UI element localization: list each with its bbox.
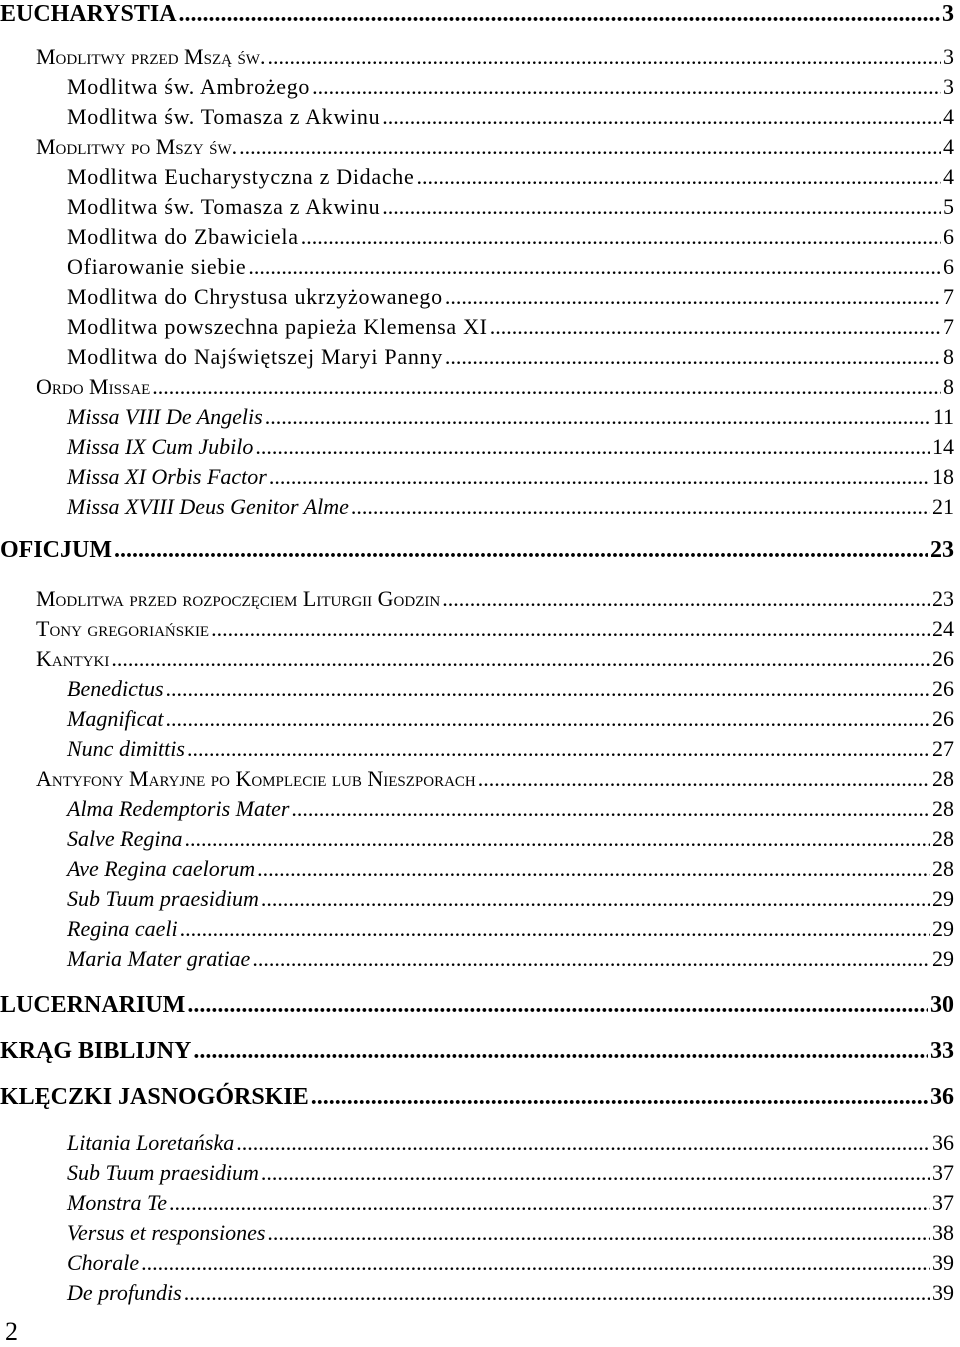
- toc-leader-dots: [180, 916, 930, 942]
- toc-entry-title: Ave Regina caelorum: [67, 856, 256, 881]
- toc-entry-title: Modlitwy przed Mszą św.: [36, 44, 266, 69]
- toc-leader-dots: [261, 1160, 930, 1186]
- toc-entry: [0, 537, 954, 564]
- toc-leader-dots: [239, 134, 941, 160]
- toc-entry-title: Nunc dimittis: [67, 736, 185, 761]
- toc-entry-page: 27: [932, 736, 954, 761]
- toc-leader-dots: [252, 946, 930, 972]
- toc-entry-page: 28: [932, 856, 954, 881]
- toc-entry: [0, 1, 954, 28]
- toc-entry-title: Modlitwa do Najświętszej Maryi Panny: [67, 344, 443, 369]
- toc-entry-page: 28: [932, 826, 954, 851]
- toc-leader-dots: [311, 1084, 928, 1111]
- toc-leader-dots: [301, 224, 941, 250]
- toc-entry: [0, 856, 954, 882]
- toc-leader-dots: [382, 104, 941, 130]
- toc-entry: [0, 1130, 954, 1156]
- toc-entry: [0, 826, 954, 852]
- toc-leader-dots: [442, 586, 930, 612]
- toc-entry-title: Alma Redemptoris Mater: [67, 796, 290, 821]
- toc-entry-page: 38: [932, 1220, 954, 1245]
- toc-entry-page: 29: [932, 886, 954, 911]
- toc-leader-dots: [179, 1, 940, 28]
- toc-entry-title: Modlitwa św. Tomasza z Akwinu: [67, 104, 381, 129]
- toc-leader-dots: [184, 826, 930, 852]
- toc-entry: [0, 434, 954, 460]
- toc-entry: [0, 104, 954, 130]
- toc-leader-dots: [445, 284, 941, 310]
- toc-entry-page: 23: [932, 586, 954, 611]
- toc-entry-page: 26: [932, 646, 954, 671]
- toc-entry-title: Litania Loretańska: [67, 1130, 235, 1155]
- toc-entry-title: Ofiarowanie siebie: [67, 254, 247, 279]
- toc-entry-page: 18: [932, 464, 954, 489]
- toc-entry-title: Modlitwa św. Tomasza z Akwinu: [67, 194, 381, 219]
- toc-entry-title: Modlitwa powszechna papieża Klemensa XI: [67, 314, 488, 339]
- toc-entry: [0, 1220, 954, 1246]
- toc-entry: [0, 494, 954, 520]
- toc-entry-title: De profundis: [67, 1280, 182, 1305]
- toc-entry-title: Salve Regina: [67, 826, 183, 851]
- toc-entry-title: LUCERNARIUM: [0, 992, 186, 1018]
- toc-leader-dots: [261, 886, 930, 912]
- toc-entry-title: Modlitwa Eucharystyczna z Didache: [67, 164, 415, 189]
- toc-entry-title: Missa XVIII Deus Genitor Alme: [67, 494, 349, 519]
- toc-entry-title: Sub Tuum praesidium: [67, 1160, 259, 1185]
- toc-entry-page: 14: [932, 434, 954, 459]
- toc-entry: [0, 224, 954, 250]
- toc-entry-title: Regina caeli: [67, 916, 178, 941]
- toc-leader-dots: [248, 254, 941, 280]
- toc-leader-dots: [187, 736, 930, 762]
- toc-leader-dots: [478, 766, 930, 792]
- toc-entry-title: Modlitwa do Zbawiciela: [67, 224, 299, 249]
- toc-entry-page: 6: [943, 224, 954, 249]
- toc-leader-dots: [193, 1038, 928, 1065]
- toc-entry-page: 30: [930, 992, 954, 1018]
- toc-leader-dots: [236, 1130, 930, 1156]
- toc-leader-dots: [267, 1220, 930, 1246]
- toc-entry-page: 6: [943, 254, 954, 279]
- toc-entry-page: 3: [942, 1, 954, 27]
- toc-entry-page: 36: [930, 1084, 954, 1110]
- toc-entry-page: 37: [932, 1160, 954, 1185]
- toc-leader-dots: [141, 1250, 930, 1276]
- toc-leader-dots: [211, 616, 930, 642]
- toc-entry: [0, 314, 954, 340]
- page-number: 2: [5, 1317, 18, 1346]
- toc-entry-page: 3: [943, 44, 954, 69]
- toc-leader-dots: [166, 676, 930, 702]
- toc-entry-page: 5: [943, 194, 954, 219]
- toc-entry: [0, 74, 954, 100]
- toc-entry-title: Monstra Te: [67, 1190, 168, 1215]
- toc-leader-dots: [111, 646, 930, 672]
- toc-entry-title: Missa VIII De Angelis: [67, 404, 263, 429]
- toc-entry: [0, 916, 954, 942]
- toc-entry: [0, 1160, 954, 1186]
- toc-entry-page: 26: [932, 706, 954, 731]
- toc-entry: [0, 946, 954, 972]
- toc-entry: [0, 796, 954, 822]
- toc-entry: [0, 766, 954, 792]
- toc-entry-title: Ordo Missae: [36, 374, 151, 399]
- toc-entry-title: KLĘCZKI JASNOGÓRSKIE: [0, 1084, 309, 1110]
- toc-entry: [0, 254, 954, 280]
- toc-entry-title: Modlitwa do Chrystusa ukrzyżowanego: [67, 284, 443, 309]
- toc-entry-page: 23: [930, 537, 954, 563]
- toc-entry-page: 24: [932, 616, 954, 641]
- toc-leader-dots: [187, 992, 928, 1019]
- toc-entry: [0, 646, 954, 672]
- toc-entry-page: 36: [932, 1130, 954, 1155]
- toc-entry-page: 33: [930, 1038, 954, 1064]
- toc-entry: [0, 886, 954, 912]
- toc-entry-page: 26: [932, 676, 954, 701]
- toc-entry: [0, 44, 954, 70]
- toc-entry: [0, 464, 954, 490]
- toc-entry-page: 37: [932, 1190, 954, 1215]
- toc-entry: [0, 706, 954, 732]
- toc-entry-page: 8: [943, 344, 954, 369]
- toc-entry-title: Maria Mater gratiae: [67, 946, 251, 971]
- toc-entry-title: Antyfony Maryjne po Komplecie lub Nieszporach: [36, 766, 476, 791]
- toc-entry-title: Kantyki: [36, 646, 110, 671]
- toc-entry: [0, 134, 954, 160]
- toc-entry-page: 39: [932, 1280, 954, 1305]
- toc-entry: [0, 284, 954, 310]
- toc-entry: [0, 164, 954, 190]
- toc-entry-title: Modlitwa przed rozpoczęciem Liturgii Godzin: [36, 586, 441, 611]
- toc-entry-page: 4: [943, 134, 954, 159]
- toc-entry-page: 28: [932, 766, 954, 791]
- toc-entry-page: 7: [943, 314, 954, 339]
- toc-leader-dots: [291, 796, 930, 822]
- toc-entry-title: OFICJUM: [0, 537, 112, 563]
- toc-entry-title: EUCHARYSTIA: [0, 1, 177, 27]
- toc-leader-dots: [255, 434, 930, 460]
- toc-entry-page: 28: [932, 796, 954, 821]
- toc-entry-page: 21: [932, 494, 954, 519]
- toc-leader-dots: [416, 164, 941, 190]
- toc-leader-dots: [184, 1280, 930, 1306]
- toc-entry-page: 3: [943, 74, 954, 99]
- toc-entry: [0, 736, 954, 762]
- toc-leader-dots: [269, 464, 930, 490]
- toc-entry-title: Benedictus: [67, 676, 164, 701]
- toc-entry-title: Missa IX Cum Jubilo: [67, 434, 254, 459]
- toc-entry-page: 11: [932, 404, 954, 429]
- toc-leader-dots: [169, 1190, 930, 1216]
- toc-leader-dots: [382, 194, 941, 220]
- toc-entry: [0, 1084, 954, 1111]
- toc-leader-dots: [152, 374, 941, 400]
- toc-leader-dots: [267, 44, 941, 70]
- toc-entry: [0, 344, 954, 370]
- toc-leader-dots: [114, 537, 928, 564]
- toc-entry-title: KRĄG BIBLIJNY: [0, 1038, 192, 1064]
- toc-leader-dots: [265, 404, 931, 430]
- toc-entry-page: 29: [932, 916, 954, 941]
- toc-entry-page: 29: [932, 946, 954, 971]
- toc-entry-title: Chorale: [67, 1250, 140, 1275]
- toc-entry: [0, 586, 954, 612]
- toc-entry-title: Modlitwy po Mszy św.: [36, 134, 238, 159]
- toc-entry: [0, 1190, 954, 1216]
- toc-entry: [0, 1280, 954, 1306]
- toc-leader-dots: [257, 856, 930, 882]
- toc-entry: [0, 676, 954, 702]
- toc-entry: [0, 404, 954, 430]
- toc-entry-page: 4: [943, 164, 954, 189]
- toc-leader-dots: [166, 706, 930, 732]
- toc-entry-page: 4: [943, 104, 954, 129]
- toc-entry: [0, 1250, 954, 1276]
- toc-leader-dots: [312, 74, 941, 100]
- toc-leader-dots: [490, 314, 941, 340]
- toc-entry: [0, 992, 954, 1019]
- toc-entry: [0, 374, 954, 400]
- toc-entry-title: Sub Tuum praesidium: [67, 886, 259, 911]
- toc-entry-title: Missa XI Orbis Factor: [67, 464, 267, 489]
- toc-entry: [0, 616, 954, 642]
- toc-entry-title: Modlitwa św. Ambrożego: [67, 74, 311, 99]
- toc-entry-title: Versus et responsiones: [67, 1220, 266, 1245]
- toc-entry-page: 8: [943, 374, 954, 399]
- toc-entry-title: Tony gregoriańskie: [36, 616, 210, 641]
- toc-entry-title: Magnificat: [67, 706, 164, 731]
- toc-entry: [0, 1038, 954, 1065]
- toc-entry-page: 39: [932, 1250, 954, 1275]
- toc-leader-dots: [445, 344, 941, 370]
- toc-entry: [0, 194, 954, 220]
- toc-entry-page: 7: [943, 284, 954, 309]
- toc-leader-dots: [351, 494, 930, 520]
